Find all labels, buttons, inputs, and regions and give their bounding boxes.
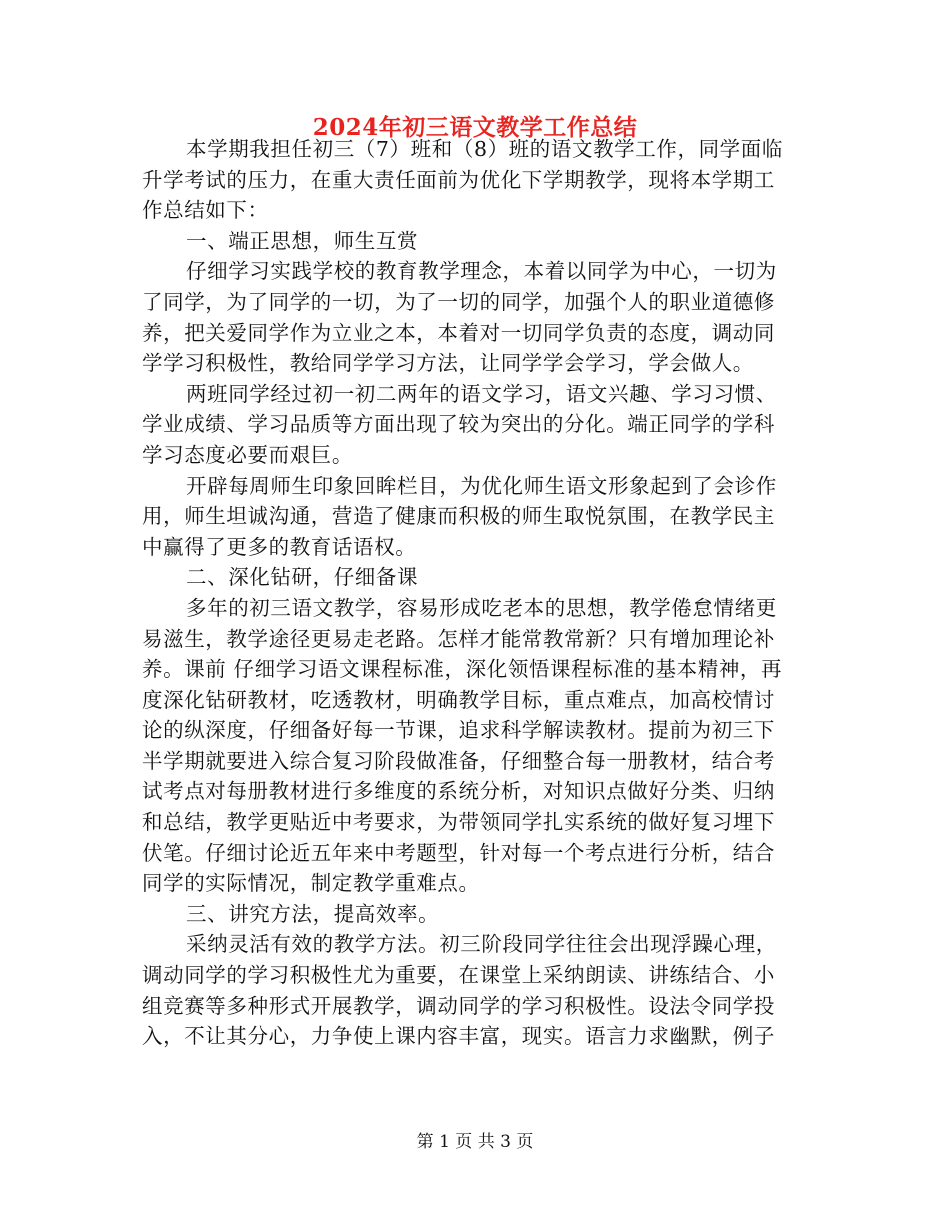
document-title: 2024年初三语文教学工作总结 — [312, 114, 638, 141]
text-line: 伏笔。仔细讨论近五年来中考题型，针对每一个考点进行分析，结合 — [142, 840, 775, 865]
text-line: 易滋生，教学途径更易走老路。怎样才能常教常新？只有增加理论补 — [142, 626, 775, 651]
text-line: 中赢得了更多的教育话语权。 — [142, 534, 417, 559]
text-line: 养，把关爱同学作为立业之本，本着对一切同学负责的态度，调动同 — [142, 320, 775, 345]
text-line: 度深化钻研教材，吃透教材，明确教学目标，重点难点，加高校情讨 — [142, 687, 775, 712]
text-line: 采纳灵活有效的教学方法。初三阶段同学往往会出现浮躁心理， — [186, 932, 777, 957]
document-body — [142, 134, 802, 1052]
text-line: 调动同学的学习积极性尤为重要，在课堂上采纳朗读、讲练结合、小 — [142, 963, 775, 988]
text-line: 组竞赛等多种形式开展教学，调动同学的学习积极性。设法令同学投 — [142, 993, 775, 1018]
text-line: 多年的初三语文教学，容易形成吃老本的思想，教学倦怠情绪更 — [186, 595, 777, 620]
text-line: 养。课前 仔细学习语文课程标准，深化领悟课程标准的基本精神，再 — [142, 657, 783, 682]
text-line: 作总结如下： — [142, 198, 269, 223]
text-line: 本学期我担任初三（7）班和（8）班的语文教学工作，同学面临 — [186, 137, 783, 161]
text-line: 了同学，为了同学的一切，为了一切的同学，加强个人的职业道德修 — [142, 289, 775, 314]
text-line: 论的纵深度，仔细备好每一节课，追求科学解读教材。提前为初三下 — [142, 718, 775, 743]
text-line: 用，师生坦诚沟通，营造了健康而积极的师生取悦氛围，在教学民主 — [142, 504, 775, 529]
text-line: 入，不让其分心，力争使上课内容丰富，现实。语言力求幽默，例子 — [142, 1024, 775, 1049]
text-line: 升学考试的压力，在重大责任面前为优化下学期教学，现将本学期工 — [142, 167, 775, 192]
text-line: 一、端正思想，师生互赏 — [186, 228, 419, 253]
text-line: 学业成绩、学习品质等方面出现了较为突出的分化。端正同学的学科 — [142, 412, 775, 437]
text-line: 三、讲究方法，提高效率。 — [186, 901, 440, 926]
text-line: 试考点对每册教材进行多维度的系统分析，对知识点做好分类、归纳 — [142, 779, 775, 804]
text-line: 半学期就要进入综合复习阶段做准备，仔细整合每一册教材，结合考 — [142, 748, 775, 773]
text-line: 学习态度必要而艰巨。 — [142, 442, 353, 467]
text-line: 开辟每周师生印象回眸栏目，为优化师生语文形象起到了会诊作 — [186, 473, 777, 498]
text-line: 仔细学习实践学校的教育教学理念，本着以同学为中心，一切为 — [186, 259, 777, 284]
text-line: 二、深化钻研，仔细备课 — [186, 565, 419, 590]
text-line: 同学的实际情况，制定教学重难点。 — [142, 871, 480, 896]
text-line: 学学习积极性，教给同学学习方法，让同学学会学习，学会做人。 — [142, 351, 754, 376]
page-footer: 第 1 页 共 3 页 — [416, 1132, 534, 1152]
text-line: 两班同学经过初一初二两年的语文学习，语文兴趣、学习习惯、 — [186, 381, 777, 406]
text-line: 和总结，教学更贴近中考要求，为带领同学扎实系统的做好复习埋下 — [142, 810, 775, 835]
